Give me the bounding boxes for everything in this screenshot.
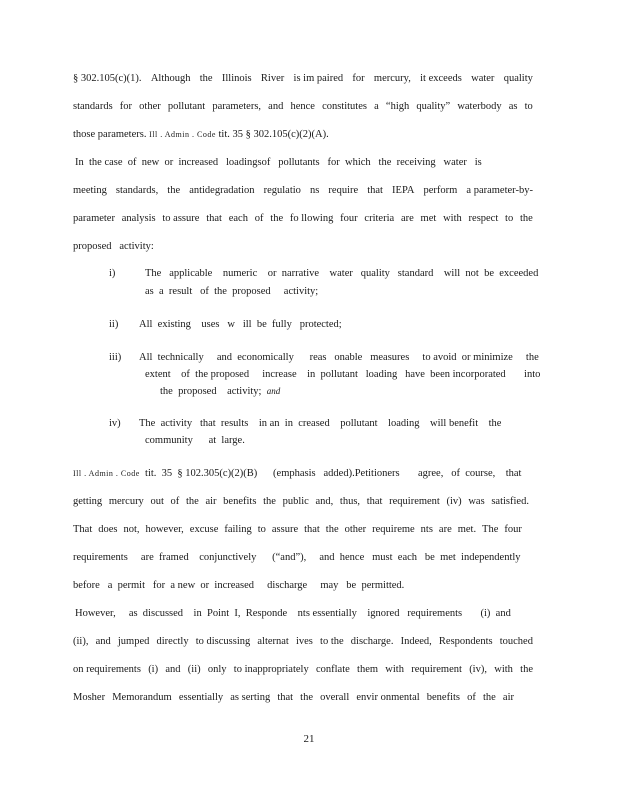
- word: the: [520, 664, 533, 675]
- list-item-text: All existing uses w ill be fully protected;: [139, 319, 342, 330]
- word: ives: [295, 636, 313, 647]
- word: standards,: [115, 185, 159, 196]
- word: directly: [156, 636, 189, 647]
- word: to: [524, 101, 533, 112]
- word: hence: [290, 101, 315, 112]
- word: does: [98, 524, 118, 535]
- list-item-number: iii): [109, 352, 122, 363]
- word: meeting: [73, 185, 107, 196]
- word: and: [95, 636, 111, 647]
- word: “high: [385, 101, 410, 112]
- word: failing: [224, 524, 252, 535]
- word: however,: [145, 524, 184, 535]
- word: nts: [420, 524, 433, 535]
- word: benefits: [223, 496, 257, 507]
- p4-line4: [73, 692, 514, 703]
- word: as: [508, 101, 518, 112]
- word: with: [385, 664, 404, 675]
- word: discharge.: [350, 636, 394, 647]
- word: (ii),: [73, 636, 89, 647]
- list-item-text-cont: community at large.: [145, 435, 245, 446]
- word: analysis: [121, 213, 156, 224]
- word: Memorandum: [112, 692, 172, 703]
- word: that: [277, 692, 294, 703]
- citation-ill-admin-code: Ill . Admin . Code: [149, 130, 216, 139]
- word: mercury,: [373, 73, 411, 84]
- p1-line3-text-end: tit. 35 § 302.105(c)(2)(A).: [215, 129, 329, 140]
- word: mercury: [108, 496, 144, 507]
- word: to: [257, 524, 266, 535]
- word: excuse: [189, 524, 219, 535]
- word: a: [374, 101, 379, 112]
- p1-line3: [73, 129, 329, 140]
- word: the: [482, 692, 496, 703]
- word: overall: [320, 692, 350, 703]
- p1-line3-text: those parameters.: [73, 129, 150, 140]
- word: perform: [423, 185, 458, 196]
- word: benefits: [426, 692, 461, 703]
- word: of: [254, 213, 264, 224]
- word: § 302.105(c)(1).: [73, 73, 142, 84]
- word: envir onmental: [356, 692, 420, 703]
- p3-line1: [73, 468, 521, 479]
- p1-line2: [73, 101, 533, 112]
- word: a parameter-by-: [466, 185, 533, 196]
- word: was: [468, 496, 485, 507]
- word: that: [206, 213, 222, 224]
- p3-line5: before a permit for a new or increased discharge may be permitted.: [73, 580, 405, 591]
- word: constitutes: [322, 101, 367, 112]
- word: satisfied.: [491, 496, 529, 507]
- word: it exceeds: [420, 73, 462, 84]
- word: River: [260, 73, 285, 84]
- word: quality”: [416, 101, 451, 112]
- word: other: [139, 101, 161, 112]
- p2-line3: [73, 213, 533, 224]
- p3-line2: [73, 496, 529, 507]
- word: alternat: [257, 636, 289, 647]
- word: to discussing: [195, 636, 251, 647]
- word: with: [443, 213, 462, 224]
- word: on requirements: [73, 664, 141, 675]
- word: them: [357, 664, 379, 675]
- word: for: [352, 73, 365, 84]
- word: regulatio: [263, 185, 301, 196]
- word: Respondents: [438, 636, 493, 647]
- word: quality: [503, 73, 533, 84]
- word: Illinois: [221, 73, 252, 84]
- word: to: [505, 213, 514, 224]
- word: respect: [468, 213, 499, 224]
- word: IEPA: [392, 185, 415, 196]
- word: fo llowing: [289, 213, 334, 224]
- list-item-text-cont: [160, 386, 280, 397]
- word: and,: [315, 496, 334, 507]
- word: of: [467, 692, 476, 703]
- word: to inappropriately: [233, 664, 309, 675]
- word: as serting: [230, 692, 271, 703]
- citation-ill-admin-code: Ill . Admin . Code: [73, 469, 140, 478]
- word: the: [520, 213, 533, 224]
- word: each: [228, 213, 248, 224]
- list-item-text: The activity that results in an in creased pollutant loading will benefit the: [139, 418, 502, 429]
- p2-line2: [73, 185, 533, 196]
- list-item-emphasis: and: [266, 386, 281, 396]
- word: for: [119, 101, 133, 112]
- p2-line1: In the case of new or increased loadingsof pollutants for which the receiving water is: [75, 157, 482, 168]
- word: jumped: [117, 636, 150, 647]
- list-item-number: ii): [109, 319, 119, 330]
- word: out: [150, 496, 164, 507]
- word: the: [263, 496, 276, 507]
- word: the: [167, 185, 181, 196]
- p1-line1: [73, 73, 533, 84]
- p2-line4: proposed activity:: [73, 241, 154, 252]
- word: standards: [73, 101, 113, 112]
- word: parameter: [73, 213, 115, 224]
- word: (i): [148, 664, 159, 675]
- word: waterbody: [457, 101, 502, 112]
- word: touched: [499, 636, 533, 647]
- word: the: [325, 524, 339, 535]
- word: the: [300, 692, 313, 703]
- word: water: [471, 73, 495, 84]
- p4-line2: [73, 636, 533, 647]
- word: (iv): [446, 496, 462, 507]
- word: conflate: [315, 664, 350, 675]
- word: the: [199, 73, 213, 84]
- word: only: [207, 664, 227, 675]
- word: requirement: [389, 496, 440, 507]
- list-item-text: All technically and economically reas onable measures to avoid or minimize the: [139, 352, 539, 363]
- word: to assure: [162, 213, 200, 224]
- word: with: [494, 664, 513, 675]
- list-item-number: i): [109, 268, 116, 279]
- list-item-text-end: the proposed activity;: [160, 386, 262, 397]
- word: air: [502, 692, 514, 703]
- word: Although: [150, 73, 191, 84]
- word: getting: [73, 496, 103, 507]
- word: and: [268, 101, 284, 112]
- p4-line1: However, as discussed in Point I, Responde nts essentially ignored requirements (i) and: [75, 608, 511, 619]
- word: other: [344, 524, 367, 535]
- word: and: [165, 664, 181, 675]
- p3-line4: requirements are framed conjunctively (“and”), and hence must each be met independently: [73, 552, 521, 563]
- word: assure: [271, 524, 299, 535]
- p3-line1-text: tit. 35 § 102.305(c)(2)(B) (emphasis added).Petitioners agree, of course, that: [139, 468, 522, 479]
- word: met.: [457, 524, 477, 535]
- word: (iv),: [469, 664, 487, 675]
- word: (ii): [187, 664, 201, 675]
- word: air: [205, 496, 217, 507]
- word: four: [504, 524, 522, 535]
- word: thus,: [339, 496, 361, 507]
- word: is im paired: [293, 73, 344, 84]
- word: met: [420, 213, 437, 224]
- word: requirement: [411, 664, 462, 675]
- word: require: [328, 185, 359, 196]
- word: the: [185, 496, 199, 507]
- word: Indeed,: [400, 636, 432, 647]
- list-item-text-cont: as a result of the proposed activity;: [145, 286, 319, 297]
- word: antidegradation: [189, 185, 255, 196]
- word: requireme: [372, 524, 415, 535]
- p3-line3: [73, 524, 522, 535]
- word: four: [340, 213, 358, 224]
- word: that: [366, 496, 383, 507]
- word: to the: [320, 636, 344, 647]
- word: pollutant: [167, 101, 206, 112]
- word: That: [73, 524, 93, 535]
- word: are: [400, 213, 414, 224]
- list-item-text: The applicable numeric or narrative water quality standard will not be exceeded: [145, 268, 539, 279]
- word: ns: [309, 185, 320, 196]
- p4-line3: [73, 664, 533, 675]
- word: essentially: [178, 692, 224, 703]
- word: parameters,: [212, 101, 262, 112]
- word: Mosher: [73, 692, 106, 703]
- word: criteria: [364, 213, 395, 224]
- word: that: [304, 524, 320, 535]
- list-item-number: iv): [109, 418, 121, 429]
- page-number: 21: [303, 733, 315, 745]
- word: not,: [123, 524, 140, 535]
- word: public: [282, 496, 309, 507]
- word: the: [270, 213, 284, 224]
- word: are: [438, 524, 452, 535]
- word: of: [170, 496, 180, 507]
- word: The: [482, 524, 499, 535]
- word: that: [367, 185, 383, 196]
- list-item-text-cont: extent of the proposed increase in pollutant loading have been incorporated into: [145, 369, 541, 380]
